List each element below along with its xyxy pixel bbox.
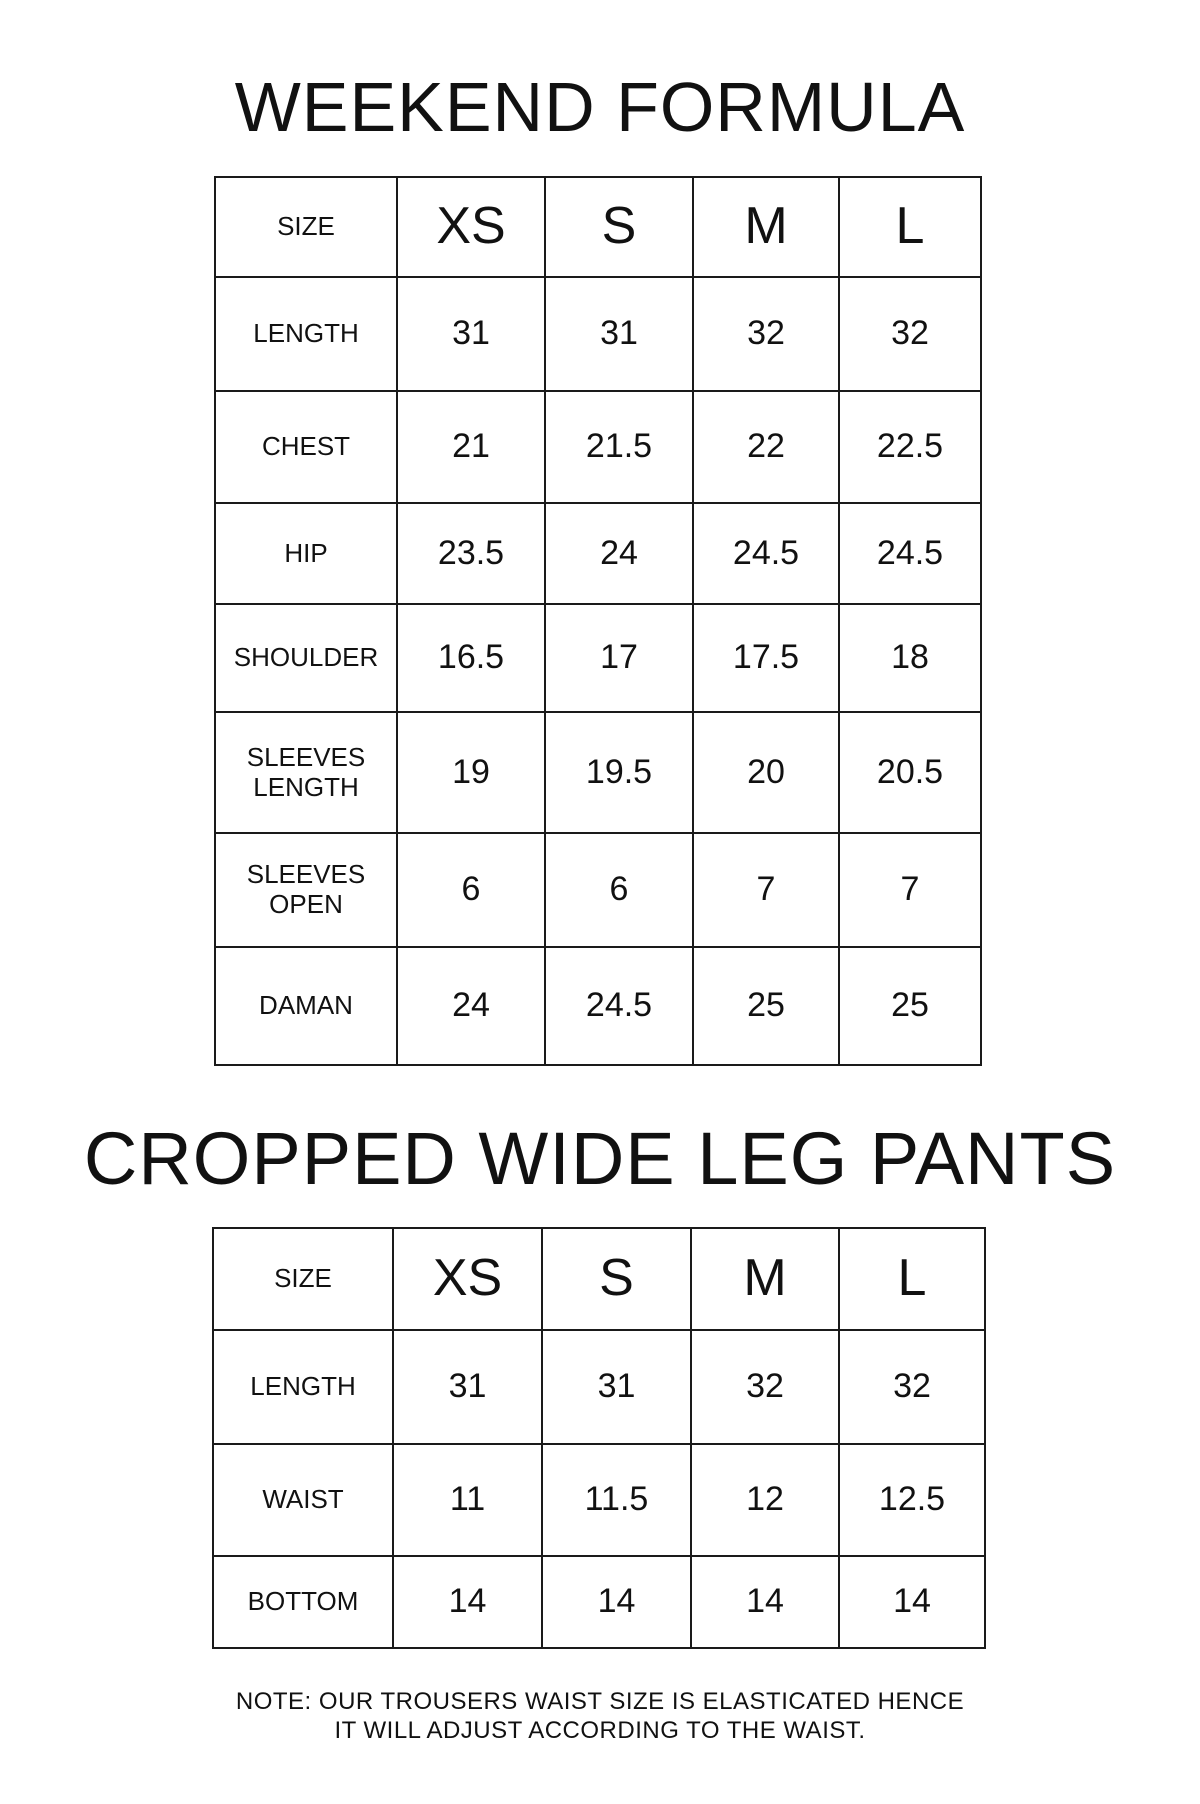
row-label-line: OPEN (269, 889, 343, 919)
table-row (215, 712, 981, 833)
size-header-label: SIZE (215, 177, 397, 277)
table-cell: 20 (693, 712, 839, 833)
table-cell: 22 (693, 391, 839, 503)
row-label-sleeves-open (215, 833, 397, 947)
table-cell: 32 (693, 277, 839, 391)
table-cell: 24 (397, 947, 545, 1065)
note-line-2: IT WILL ADJUST ACCORDING TO THE WAIST. (334, 1716, 866, 1744)
table-cell: 20.5 (839, 712, 981, 833)
table-cell: 31 (545, 277, 693, 391)
size-header-xs: XS (393, 1228, 542, 1330)
table-cell: 16.5 (397, 604, 545, 712)
table-cell: 7 (693, 833, 839, 947)
table-cell: 12 (691, 1444, 839, 1556)
table-cell: 22.5 (839, 391, 981, 503)
table-cell: 14 (393, 1556, 542, 1648)
table-cell: 6 (397, 833, 545, 947)
cropped-wide-leg-pants-size-table (212, 1227, 986, 1649)
table-cell: 19 (397, 712, 545, 833)
table-row (213, 1330, 985, 1444)
waist-note (0, 1688, 1200, 1746)
size-header-label: SIZE (213, 1228, 393, 1330)
table-cell: 18 (839, 604, 981, 712)
table-cell: 24.5 (693, 503, 839, 604)
table-cell: 17.5 (693, 604, 839, 712)
table-row (215, 391, 981, 503)
row-label-hip: HIP (215, 503, 397, 604)
table-cell: 19.5 (545, 712, 693, 833)
table-row (215, 503, 981, 604)
row-label-sleeves-length (215, 712, 397, 833)
row-label-length: LENGTH (213, 1330, 393, 1444)
table-cell: 32 (691, 1330, 839, 1444)
table-cell: 17 (545, 604, 693, 712)
table-cell: 25 (839, 947, 981, 1065)
size-header-l: L (839, 1228, 985, 1330)
table-row (215, 947, 981, 1065)
table-header-row (215, 177, 981, 277)
row-label-bottom: BOTTOM (213, 1556, 393, 1648)
size-header-m: M (691, 1228, 839, 1330)
row-label-chest: CHEST (215, 391, 397, 503)
row-label-shoulder: SHOULDER (215, 604, 397, 712)
table-cell: 14 (542, 1556, 691, 1648)
table-header-row (213, 1228, 985, 1330)
cropped-wide-leg-pants-title: CROPPED WIDE LEG PANTS (83, 1117, 1117, 1200)
table-row (213, 1444, 985, 1556)
row-label-line: SLEEVES (246, 859, 366, 890)
table-cell: 21.5 (545, 391, 693, 503)
table-row (215, 833, 981, 947)
row-label-daman: DAMAN (215, 947, 397, 1065)
size-header-xs: XS (397, 177, 545, 277)
table-cell: 31 (397, 277, 545, 391)
weekend-formula-size-table (214, 176, 982, 1066)
table-cell: 31 (542, 1330, 691, 1444)
table-cell: 14 (839, 1556, 985, 1648)
table-cell: 6 (545, 833, 693, 947)
row-label-length: LENGTH (215, 277, 397, 391)
table-cell: 21 (397, 391, 545, 503)
row-label-line: SLEEVES (246, 741, 366, 772)
note-line-1: NOTE: OUR TROUSERS WAIST SIZE IS ELASTICATED HENCE (235, 1688, 965, 1715)
table-cell: 14 (691, 1556, 839, 1648)
size-header-s: S (545, 177, 693, 277)
table-row (213, 1556, 985, 1648)
table-cell: 24 (545, 503, 693, 604)
table-cell: 11.5 (542, 1444, 691, 1556)
size-header-l: L (839, 177, 981, 277)
table-cell: 23.5 (397, 503, 545, 604)
size-header-s: S (542, 1228, 691, 1330)
table-cell: 32 (839, 1330, 985, 1444)
weekend-formula-title: WEEKEND FORMULA (234, 68, 966, 146)
table-cell: 24.5 (545, 947, 693, 1065)
table-row (215, 604, 981, 712)
table-cell: 7 (839, 833, 981, 947)
row-label-line: LENGTH (253, 771, 359, 802)
table-row (215, 277, 981, 391)
size-header-m: M (693, 177, 839, 277)
table-cell: 11 (393, 1444, 542, 1556)
table-cell: 31 (393, 1330, 542, 1444)
table-cell: 25 (693, 947, 839, 1065)
table-cell: 32 (839, 277, 981, 391)
row-label-waist: WAIST (213, 1444, 393, 1556)
table-cell: 24.5 (839, 503, 981, 604)
table-cell: 12.5 (839, 1444, 985, 1556)
